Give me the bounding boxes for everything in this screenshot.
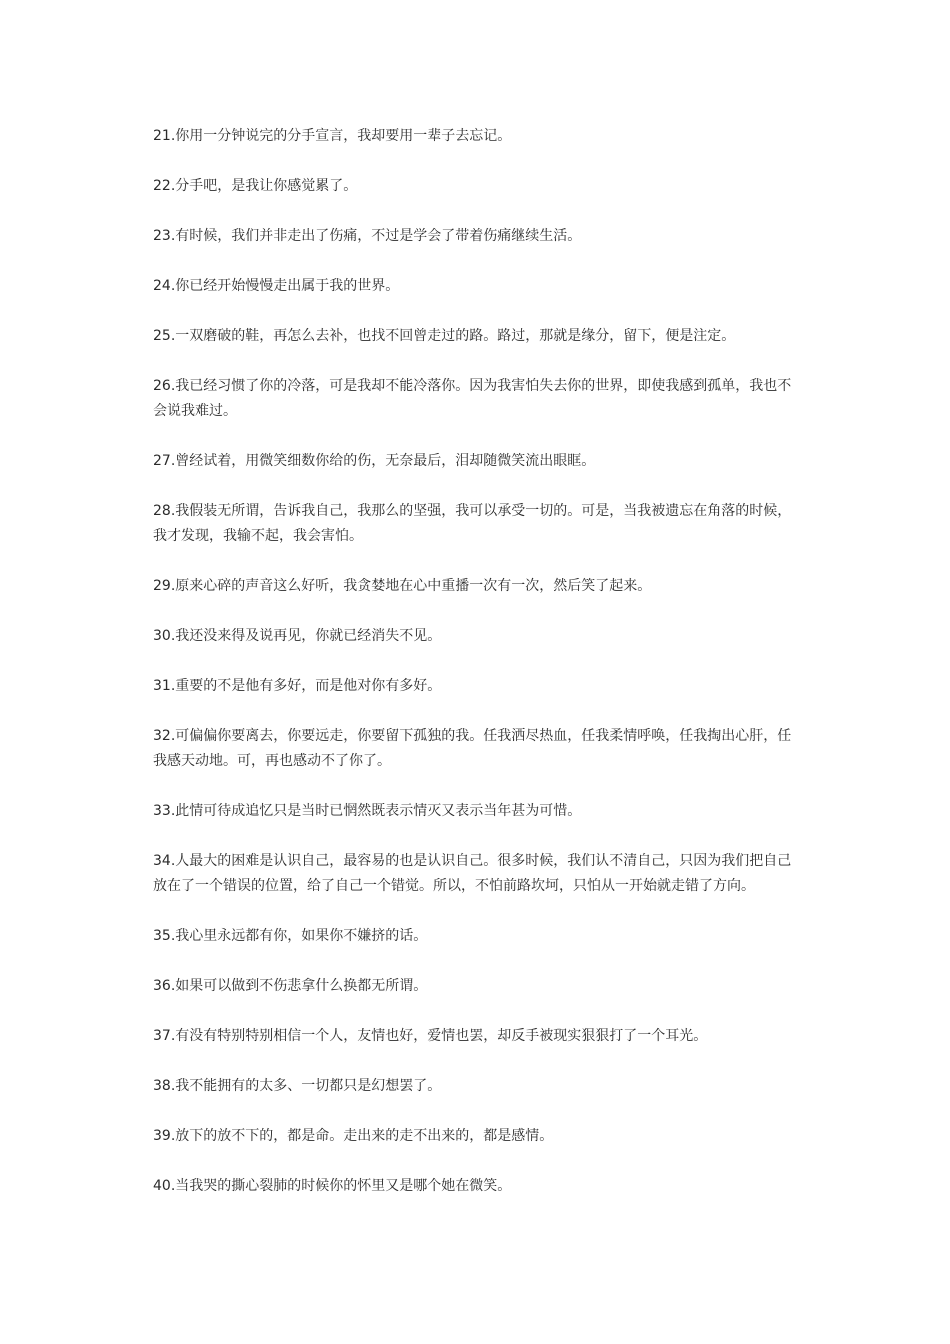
paragraph-27: 27.曾经试着，用微笑细数你给的伤，无奈最后，泪却随微笑流出眼眶。 — [153, 453, 596, 469]
paragraph-40: 40.当我哭的撕心裂肺的时候你的怀里又是哪个她在微笑。 — [153, 1178, 512, 1194]
document-body — [153, 124, 803, 1224]
paragraph-38: 38.我不能拥有的太多、一切都只是幻想罢了。 — [153, 1078, 442, 1094]
paragraph-29: 29.原来心碎的声音这么好听，我贪婪地在心中重播一次有一次，然后笑了起来。 — [153, 578, 652, 594]
paragraph-33: 33.此情可待成追忆只是当时已惘然既表示情灭又表示当年甚为可惜。 — [153, 803, 582, 819]
paragraph-39: 39.放下的放不下的，都是命。走出来的走不出来的，都是感情。 — [153, 1128, 554, 1144]
paragraph-31: 31.重要的不是他有多好，而是他对你有多好。 — [153, 678, 442, 694]
paragraph-23: 23.有时候，我们并非走出了伤痛，不过是学会了带着伤痛继续生活。 — [153, 228, 582, 244]
paragraph-25: 25.一双磨破的鞋，再怎么去补，也找不回曾走过的路。路过，那就是缘分，留下，便是注定。 — [153, 328, 736, 344]
paragraph-36: 36.如果可以做到不伤悲拿什么换都无所谓。 — [153, 978, 428, 994]
paragraph-24: 24.你已经开始慢慢走出属于我的世界。 — [153, 278, 400, 294]
paragraph-21: 21.你用一分钟说完的分手宣言，我却要用一辈子去忘记。 — [153, 128, 512, 144]
paragraph-22: 22.分手吧，是我让你感觉累了。 — [153, 178, 358, 194]
paragraph-34: 34.人最大的困难是认识自己，最容易的也是认识自己。很多时候，我们认不清自己，只因为我们把自己放在了一个错误的位置，给了自己一个错觉。所以，不怕前路坎坷，只怕从一开始就走错了方向。 — [153, 853, 792, 894]
paragraph-37: 37.有没有特别特别相信一个人，友情也好，爱情也罢，却反手被现实狠狠打了一个耳光。 — [153, 1028, 708, 1044]
paragraph-35: 35.我心里永远都有你，如果你不嫌挤的话。 — [153, 928, 428, 944]
paragraph-28: 28.我假装无所谓，告诉我自己，我那么的坚强，我可以承受一切的。可是，当我被遗忘在角落的时候，我才发现，我输不起，我会害怕。 — [153, 503, 792, 544]
paragraph-26: 26.我已经习惯了你的冷落，可是我却不能冷落你。因为我害怕失去你的世界，即使我感到孤单，我也不会说我难过。 — [153, 378, 792, 419]
paragraph-30: 30.我还没来得及说再见，你就已经消失不见。 — [153, 628, 442, 644]
paragraph-32: 32.可偏偏你要离去，你要远走，你要留下孤独的我。任我洒尽热血，任我柔情呼唤，任我掏出心肝，任我感天动地。可，再也感动不了你了。 — [153, 728, 792, 769]
